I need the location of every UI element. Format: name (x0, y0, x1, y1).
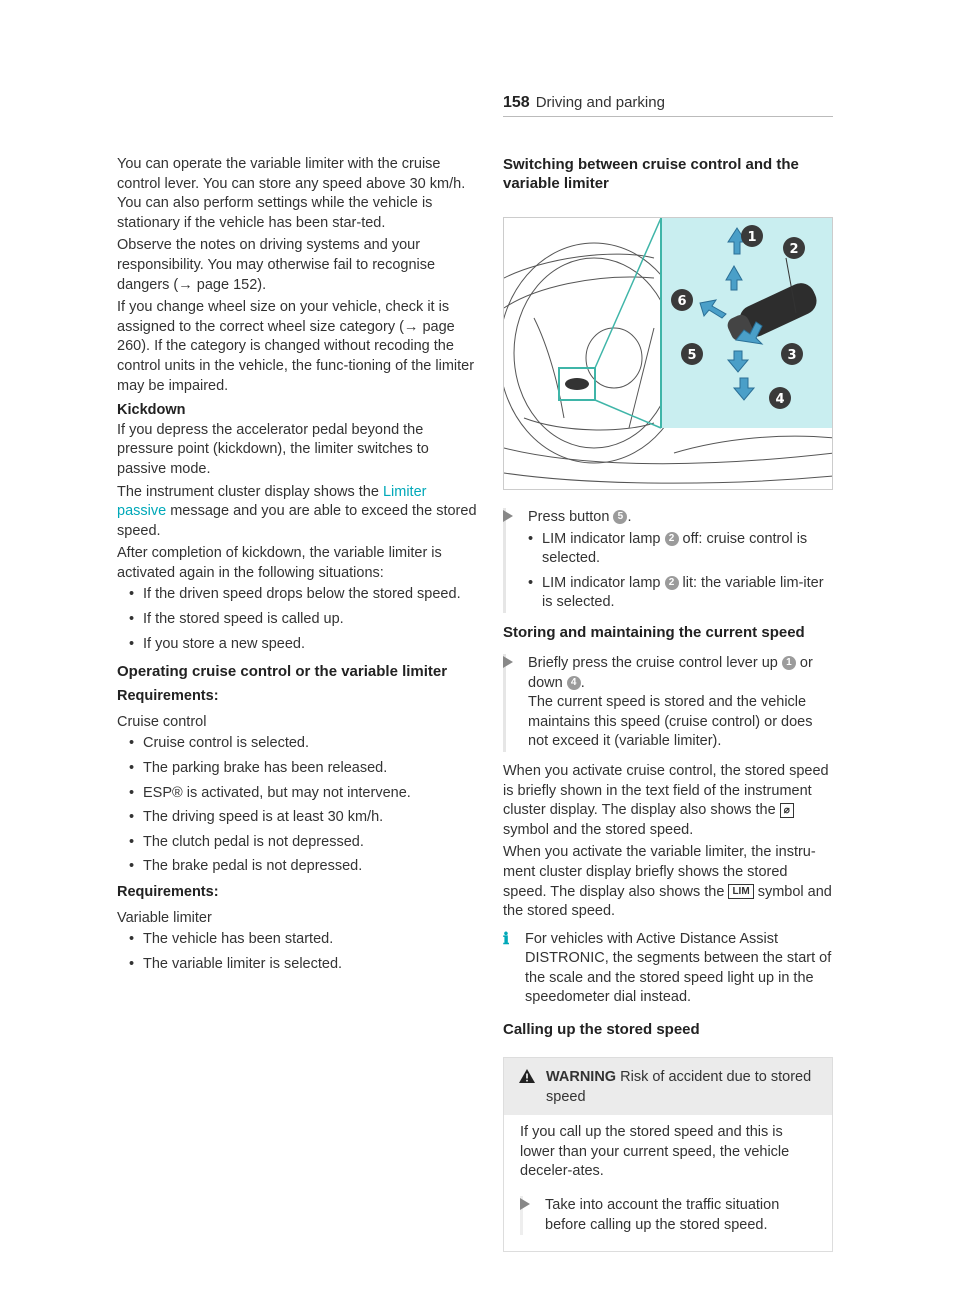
lim-symbol-icon: LIM (728, 884, 753, 899)
cruise-control-subheading: Cruise control (117, 713, 207, 730)
list-item: • If the stored speed is called up. (129, 610, 477, 630)
storing-heading: Storing and maintaining the current speed (503, 623, 805, 641)
requirements-heading: Requirements: (117, 688, 219, 705)
callout-3: 3 (787, 348, 797, 363)
list-item: • The vehicle has been started. (129, 930, 477, 950)
callout-4: 4 (775, 392, 785, 407)
limiter-passive-message: Limiter passive (117, 483, 427, 520)
kickdown-paragraph: If you depress the accelerator pedal beyond the pressure point (kickdown), the limiter switches to passive mode. (117, 421, 429, 477)
left-column (117, 155, 477, 979)
cruise-activate-paragraph: When you activate cruise control, the stored speed is briefly shown in the text field of the instrument cluster display. The display also shows the ⌀ symbol and the stored speed. (503, 762, 829, 838)
calling-heading: Calling up the stored speed (503, 1021, 700, 1039)
after-kickdown-paragraph: After completion of kickdown, the variable limiter is activated again in the following situations: (117, 545, 442, 581)
callout-ref: 5 (613, 510, 627, 524)
press-button-step: Press button 5 . • LIM indicator lamp 2 off: cruise control is selected. • LIM indicator lamp 2 lit: the variable lim-iter is selected. (503, 508, 833, 613)
kickdown-heading: Kickdown (117, 402, 186, 419)
variable-limiter-subheading: Variable limiter (117, 909, 212, 926)
note-icon: ℹ (503, 930, 510, 948)
situations-list (117, 585, 477, 654)
list-item: • The brake pedal is not depressed. (129, 857, 477, 877)
callout-2: 2 (789, 242, 799, 257)
list-item: • The clutch pedal is not depressed. (129, 833, 477, 853)
store-result: The current speed is stored and the vehicle maintains this speed (cruise control) or does not exceed it (variable limiter). (528, 694, 813, 750)
cruise-requirements-list (117, 734, 477, 877)
page-header (503, 93, 833, 117)
chapter-title: Driving and parking (535, 94, 665, 111)
warning-body: If you call up the stored speed and this is lower than your current speed, the vehicle deceler-ates. Take into account the traffic situation before calling up the stored speed. (504, 1115, 832, 1251)
list-item: • If the driven speed drops below the stored speed. (129, 585, 477, 605)
kickdown-message-paragraph: The instrument cluster display shows the Limiter passive message and you are able to exceed the stored speed. (117, 483, 477, 539)
step-arrow-icon (520, 1198, 530, 1210)
limiter-requirements-list (117, 930, 477, 974)
callout-1: 1 (747, 230, 757, 245)
wheel-size-paragraph: If you change wheel size on your vehicle, check it is assigned to the correct wheel size category (→ page 260). If the category is changed without recoding the control units in the vehicle, the func-tioning of the limiter may be impaired. (117, 299, 475, 394)
distronic-note: ℹ For vehicles with Active Distance Assist DISTRONIC, the segments between the start of the scale and the stored speed light up in the speedometer dial instead. (503, 930, 832, 1006)
store-speed-step: Briefly press the cruise control lever up 1 or down 4 . The current speed is stored and the vehicle maintains this speed (cruise control) or does not exceed it (variable limiter). (503, 654, 833, 752)
list-item: • LIM indicator lamp 2 lit: the variable lim-iter is selected. (528, 574, 833, 613)
warning-triangle-icon (518, 1068, 536, 1084)
callout-5: 5 (687, 348, 697, 363)
cruise-control-lever-figure (503, 217, 833, 490)
step-arrow-icon (503, 656, 513, 668)
warning-header (504, 1058, 832, 1115)
responsibility-paragraph: Observe the notes on driving systems and your responsibility. You may otherwise fail to recognise dangers (→ page 152). (117, 237, 436, 293)
list-item: • The parking brake has been released. (129, 759, 477, 779)
list-item: • If you store a new speed. (129, 635, 477, 655)
page-number: 158 (503, 94, 530, 111)
step-arrow-icon (503, 510, 513, 522)
lim-lamp-list (528, 530, 833, 613)
callout-6: 6 (677, 294, 687, 309)
warning-box (503, 1057, 833, 1252)
list-item: • The driving speed is at least 30 km/h. (129, 808, 477, 828)
warning-title: Risk of accident due to stored speed (546, 1069, 812, 1105)
operating-heading: Operating cruise control or the variable limiter (117, 663, 448, 681)
right-column (503, 155, 833, 1252)
lever-illustration (504, 218, 833, 490)
requirements-heading: Requirements: (117, 884, 219, 900)
list-item: • Cruise control is selected. (129, 734, 477, 754)
list-item: • The variable limiter is selected. (129, 955, 477, 975)
intro-paragraph: You can operate the variable limiter with the cruise control lever. You can store any speed above 30 km/h. You can also perform settings while the vehicle is stationary if the vehicle has been star-ted. (117, 156, 466, 231)
list-item: • ESP® is activated, but may not intervene. (129, 784, 477, 804)
limiter-activate-paragraph: When you activate the variable limiter, the instru-ment cluster display briefly shows the stored speed. The display also shows the LIM symbol and the stored speed. (503, 844, 832, 920)
warning-label: WARNING (546, 1069, 617, 1086)
warning-step: Take into account the traffic situation before calling up the stored speed. (520, 1196, 820, 1235)
switching-heading: Switching between cruise control and the variable limiter (503, 156, 799, 192)
cruise-control-symbol-icon: ⌀ (780, 803, 794, 818)
list-item: • LIM indicator lamp 2 off: cruise control is selected. (528, 530, 833, 569)
